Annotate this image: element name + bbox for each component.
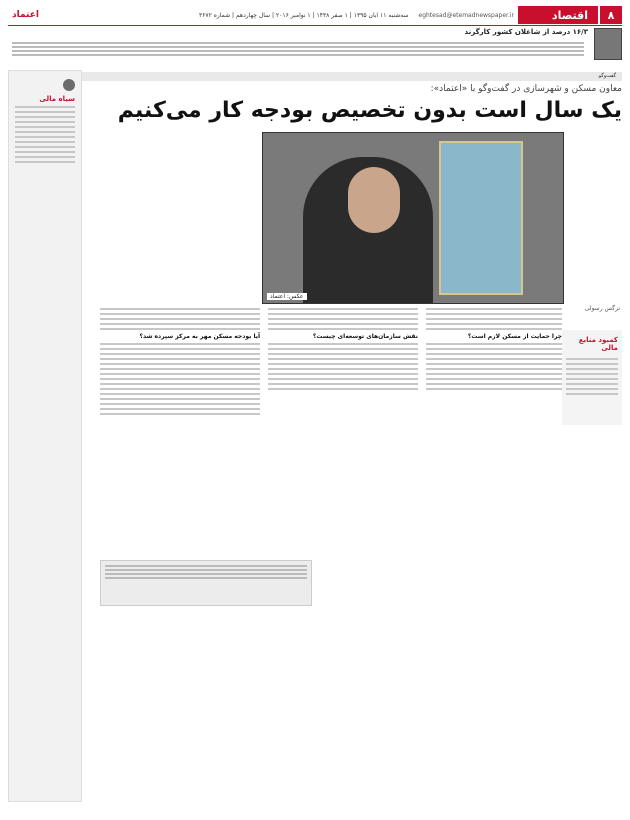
column-subhead: چرا حمایت از مسکن لازم است؟ bbox=[467, 333, 562, 340]
section-name: اقتصاد bbox=[518, 6, 598, 24]
left-sidebar bbox=[8, 70, 82, 802]
left-sidebar-title: سیاه مالی bbox=[39, 95, 75, 103]
tile-art bbox=[439, 141, 523, 295]
quote-box bbox=[100, 560, 312, 606]
page-number: ۸ bbox=[600, 6, 622, 24]
right-sidebar bbox=[562, 330, 622, 425]
article-column-1 bbox=[100, 305, 260, 805]
news-brief bbox=[8, 28, 622, 68]
article-column-2 bbox=[268, 305, 418, 805]
header-divider bbox=[8, 25, 622, 26]
column-subhead: آیا بودجه مسکن مهر به مرکز سپرده شد؟ bbox=[139, 333, 260, 340]
byline: ترگس رسولی bbox=[584, 305, 620, 312]
headline: یک سال است بدون تخصیص بودجه کار می‌کنیم bbox=[117, 98, 622, 123]
headline-kicker: معاون مسکن و شهرسازی در گفت‌وگو با «اعتماد»: bbox=[430, 84, 622, 94]
brief-photo bbox=[594, 28, 622, 60]
section-tag: گفت‌وگو bbox=[8, 72, 622, 81]
interview-photo bbox=[262, 132, 564, 304]
newspaper-logo: اعتماد bbox=[12, 10, 39, 20]
column-mark-icon bbox=[63, 79, 75, 91]
page-header bbox=[8, 6, 622, 24]
article-column-3 bbox=[426, 305, 562, 805]
brief-title: ۱۶/۳ درصد از شاغلان کشور کارگرند bbox=[464, 28, 588, 36]
photo-credit: عکس: اعتماد bbox=[267, 293, 307, 300]
date-line: سه‌شنبه ۱۱ آبان ۱۳۹۵ | ۱ صفر ۱۴۳۸ | ۱ نوامبر ۲۰۱۶ | سال چهاردهم | شماره ۳۶۷۲ bbox=[198, 11, 409, 19]
section-email: eghtesad@etemadnewspaper.ir bbox=[418, 11, 514, 19]
right-sidebar-title: کمبود منابع مالی bbox=[578, 336, 618, 352]
column-subhead: نقش سازمان‌های توسعه‌ای چیست؟ bbox=[312, 333, 418, 340]
subject-face bbox=[348, 167, 400, 233]
